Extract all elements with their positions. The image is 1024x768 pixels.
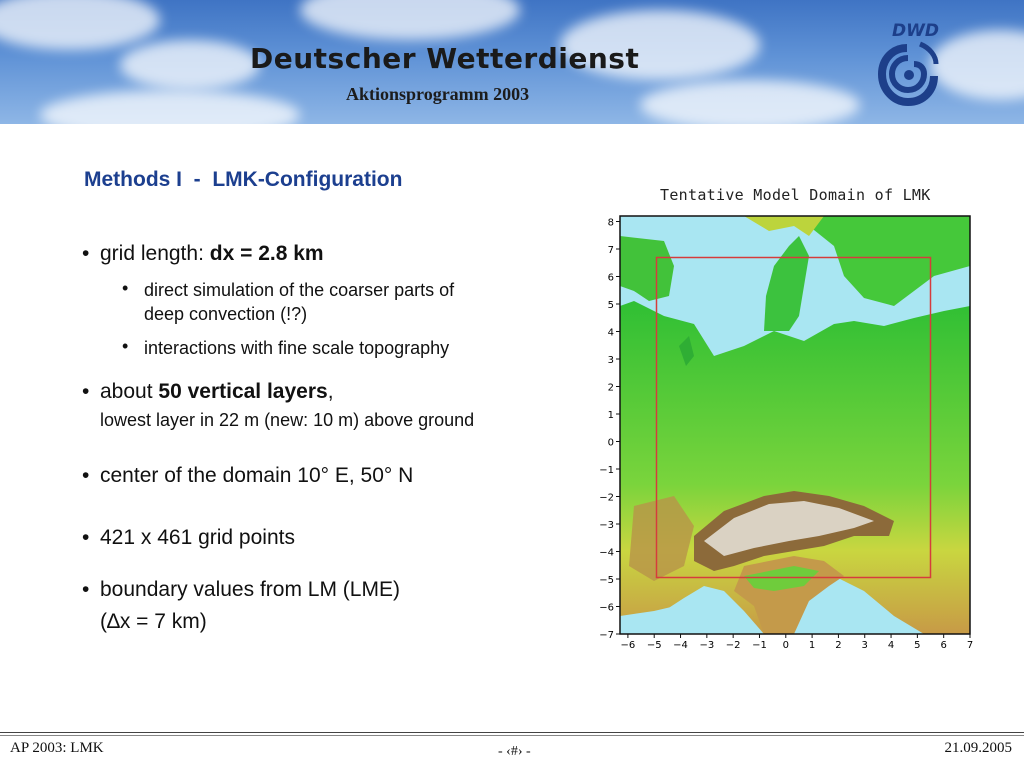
bullet-text: grid length: [100, 242, 210, 265]
x-tick-label: 0 [782, 640, 789, 650]
footer-left-label: AP 2003: LMK [10, 740, 104, 756]
model-domain-map [594, 206, 984, 650]
y-tick-label: −7 [599, 630, 614, 641]
slide-title: Methods I - LMK-Configuration [84, 168, 403, 191]
y-tick-label: 3 [607, 355, 614, 366]
y-tick-label: 8 [607, 217, 614, 229]
x-tick-label: 4 [887, 640, 895, 650]
y-tick-label: −2 [599, 492, 614, 504]
header-title: Deutscher Wetterdienst [250, 42, 640, 75]
bullet-boundary-values-line2: (∆x = 7 km) [100, 610, 207, 633]
svg-text:DWD: DWD [892, 21, 939, 41]
footer-date: 21.09.2005 [944, 740, 1012, 756]
y-tick-label: −1 [599, 465, 614, 476]
slide-number: - ‹#› - [498, 744, 531, 759]
y-tick-label: 7 [607, 245, 614, 256]
y-tick-label: −4 [599, 547, 614, 559]
x-tick-label: 5 [914, 640, 921, 650]
x-tick-label: 3 [861, 640, 868, 650]
bullet-dot: • [82, 242, 90, 265]
x-tick-label: −6 [620, 640, 636, 650]
x-tick-label: 7 [966, 640, 974, 650]
x-tick-label: −4 [673, 640, 688, 650]
bullet-vertical-layers-line2: lowest layer in 22 m (new: 10 m) above ground [100, 410, 475, 430]
header-subtitle: Aktionsprogramm 2003 [346, 84, 530, 104]
x-tick-label: 6 [940, 640, 947, 650]
footer-divider [0, 732, 1024, 733]
x-axis-ticks [621, 634, 974, 650]
dwd-logo-icon [872, 14, 942, 110]
y-tick-label: 2 [607, 382, 614, 394]
y-tick-label: −6 [599, 602, 614, 614]
bullet-bold-text: dx = 2.8 km [209, 242, 324, 265]
x-tick-label: 1 [808, 640, 816, 650]
x-tick-label: −5 [646, 640, 662, 650]
y-tick-label: −3 [599, 520, 614, 531]
x-tick-label: −3 [699, 640, 715, 650]
map-title: Tentative Model Domain of LMK [660, 186, 931, 204]
y-tick-label: 4 [607, 327, 614, 339]
x-tick-label: 2 [835, 640, 842, 650]
y-tick-label: 1 [607, 410, 614, 421]
footer-divider-secondary [0, 735, 1024, 736]
map-terrain [620, 216, 970, 634]
y-tick-label: 0 [607, 437, 614, 449]
x-tick-label: −1 [752, 640, 767, 650]
x-tick-label: −2 [725, 640, 741, 650]
y-axis-ticks [599, 218, 620, 642]
y-tick-label: 6 [607, 272, 614, 284]
y-tick-label: −5 [599, 575, 614, 586]
y-tick-label: 5 [607, 300, 614, 311]
header-banner [0, 0, 1024, 124]
